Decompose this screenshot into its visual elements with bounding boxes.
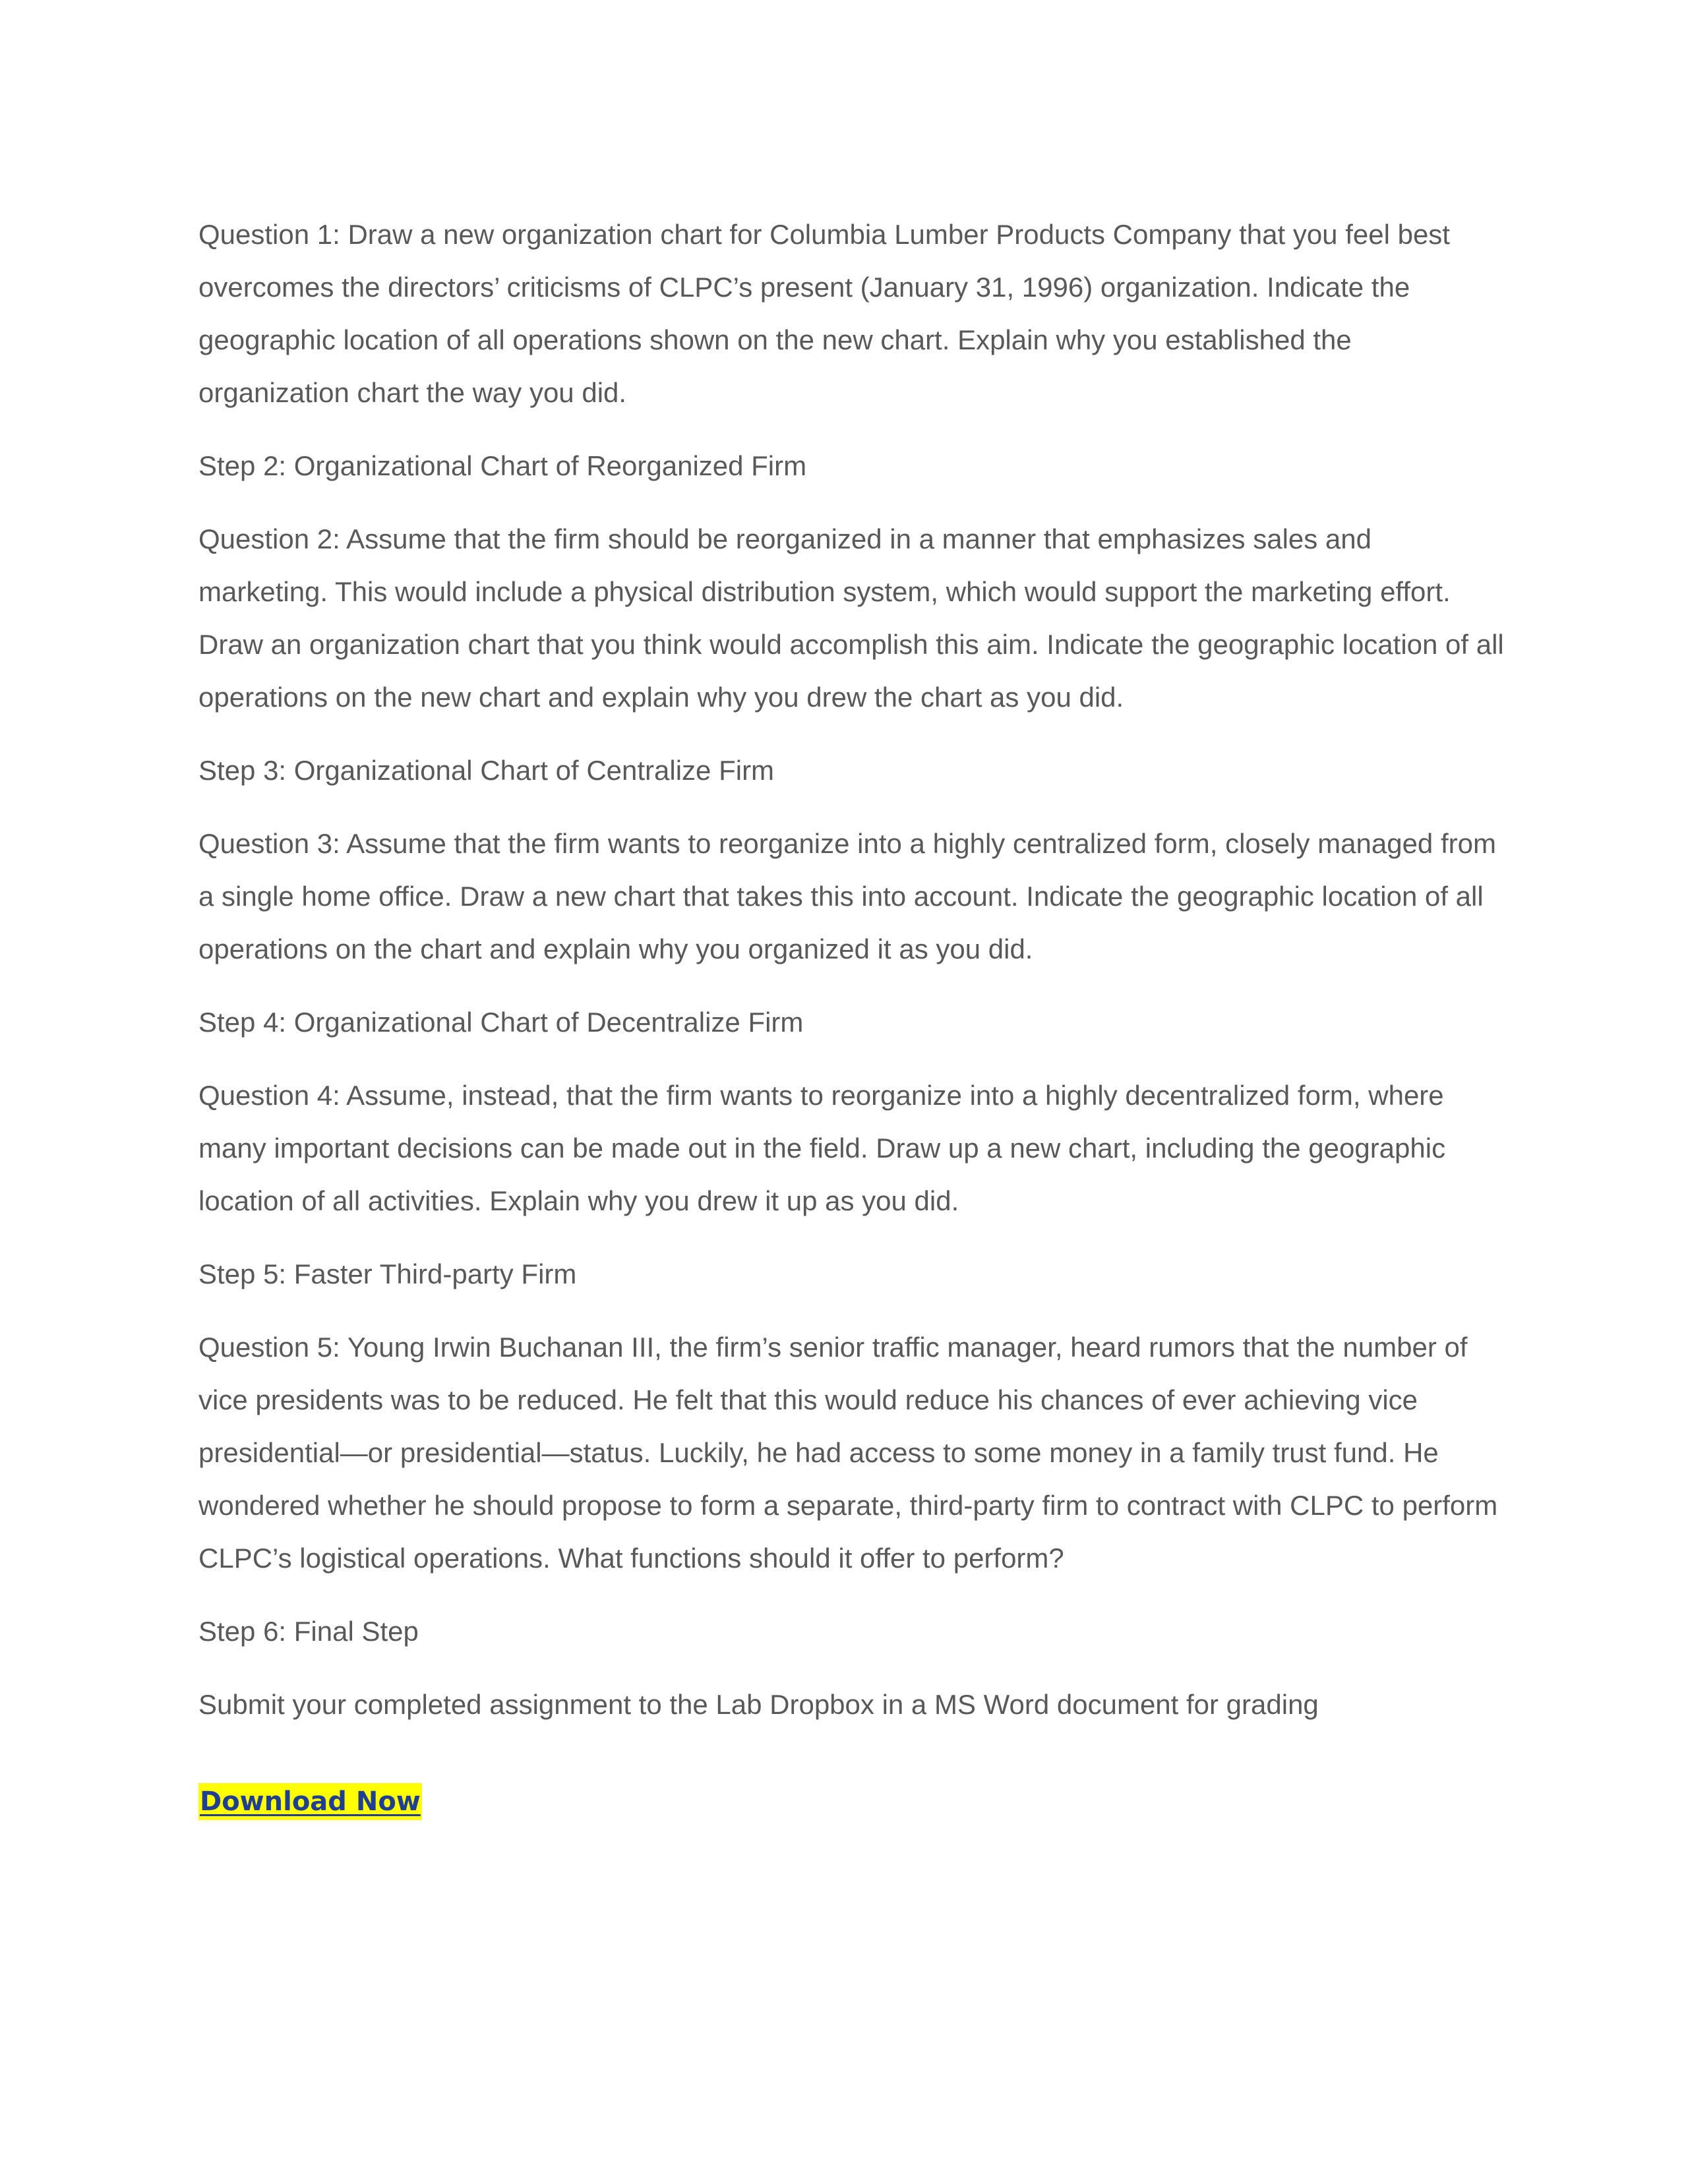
question-2-paragraph: Question 2: Assume that the firm should be reorganized in a manner that emphasizes sales and marketing. This would include a physical distribution system, which would support the marketing effort. Draw an organization chart that you think would accomplish this aim. Indicate the geographic location of all operations on the new chart and explain why you drew the chart as you did. <box>198 523 1504 713</box>
question-3-paragraph: Question 3: Assume that the firm wants to reorganize into a highly centralized form, closely managed from a single home office. Draw a new chart that takes this into account. Indicate the geographic location of all operations on the chart and explain why you organized it as you did. <box>198 828 1496 964</box>
question-1-paragraph: Question 1: Draw a new organization chart for Columbia Lumber Products Company that you feel best overcomes the directors’ criticisms of CLPC’s present (January 31, 1996) organization. Indicate the geographic location of all operations shown on the new chart. Explain why you established the organization chart the way you did. <box>198 219 1450 408</box>
question-4-paragraph: Question 4: Assume, instead, that the firm wants to reorganize into a highly decentralized form, where many important decisions can be made out in the field. Draw up a new chart, including the geographic location of all activities. Explain why you drew it up as you did. <box>198 1080 1446 1216</box>
step-6-heading: Step 6: Final Step <box>198 1616 419 1647</box>
step-2-heading: Step 2: Organizational Chart of Reorganized Firm <box>198 450 807 481</box>
step-5-heading: Step 5: Faster Third-party Firm <box>198 1258 577 1289</box>
step-3-heading: Step 3: Organizational Chart of Centralize Firm <box>198 755 775 786</box>
submit-instruction-paragraph: Submit your completed assignment to the Lab Dropbox in a MS Word document for grading <box>198 1689 1319 1720</box>
question-5-paragraph: Question 5: Young Irwin Buchanan III, the firm’s senior traffic manager, heard rumors that the number of vice presidents was to be reduced. He felt that this would reduce his chances of ever achieving vice presidential—or presidential—status. Luckily, he had access to some money in a family trust fund. He wondered whether he should propose to form a separate, third-party firm to contract with CLPC to perform CLPC’s logistical operations. What functions should it offer to perform? <box>198 1332 1498 1574</box>
download-now-link[interactable]: Download Now <box>198 1783 422 1820</box>
document-body <box>198 208 1504 1820</box>
step-4-heading: Step 4: Organizational Chart of Decentralize Firm <box>198 1007 804 1038</box>
